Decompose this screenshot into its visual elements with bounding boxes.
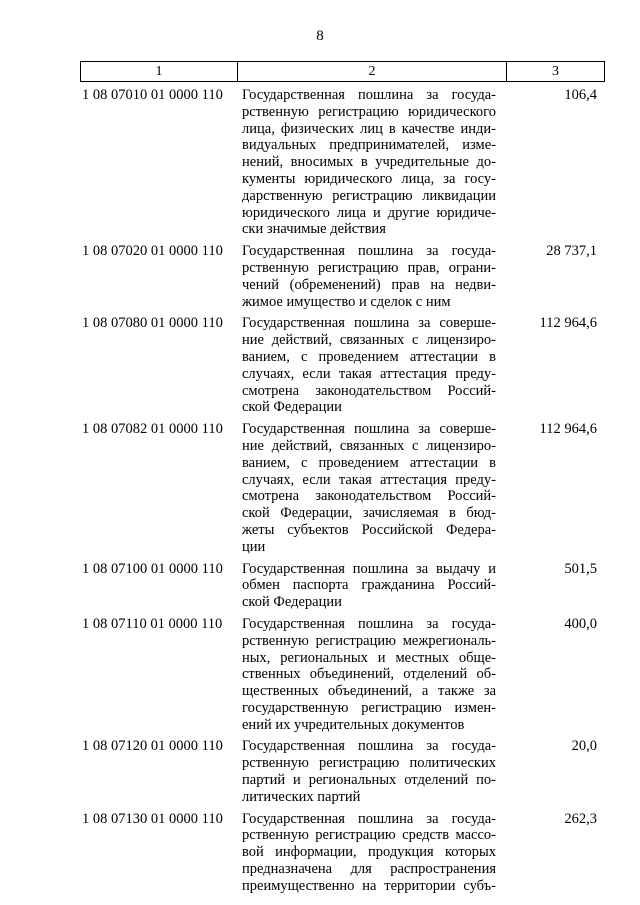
amount: 20,0 <box>571 738 597 755</box>
name-line: ской Федерации, зачисляемая в бюд- <box>242 505 496 522</box>
budget-rows <box>80 87 602 900</box>
amount: 262,3 <box>564 810 597 827</box>
income-name <box>236 87 504 238</box>
name-line: видуальных предпринимателей, изме- <box>242 137 496 154</box>
amount: 400,0 <box>564 615 597 632</box>
name-line: жеты субъектов Российской Федера- <box>242 521 496 538</box>
name-line: рственную регистрацию юридического <box>242 103 496 120</box>
name-line: ски значимые действия <box>242 221 386 238</box>
name-line: ственных объединений, отделений об- <box>242 666 496 683</box>
name-line: литических партий <box>242 788 361 805</box>
name-line: Государственная пошлина за госуда- <box>242 243 496 260</box>
name-line: ванием, с проведением аттестации в <box>242 454 496 471</box>
name-line: вой информации, продукция которых <box>242 844 496 861</box>
name-line: рственную регистрацию прав, ограни- <box>242 259 496 276</box>
name-line: ние действий, связанных с лицензиро- <box>242 332 496 349</box>
income-name <box>236 243 504 310</box>
budget-code: 1 08 07020 01 0000 110 <box>82 243 223 260</box>
name-line: ской Федерации <box>242 594 342 611</box>
table-row <box>80 315 602 416</box>
budget-code: 1 08 07130 01 0000 110 <box>82 810 223 827</box>
name-line: жимое имущество и сделок с ним <box>242 293 451 310</box>
name-line: Государственная пошлина за госуда- <box>242 738 496 755</box>
table-row <box>80 421 602 555</box>
table-row <box>80 738 602 805</box>
name-line: ции <box>242 538 266 555</box>
name-line: щественных объединений, а также за <box>242 683 496 700</box>
name-line: ванием, с проведением аттестации в <box>242 348 496 365</box>
name-line: Государственная пошлина за госуда- <box>242 615 496 632</box>
name-line: смотрена законодательством Россий- <box>242 382 496 399</box>
name-line: ений их учредительных документов <box>242 716 465 733</box>
table-row <box>80 561 602 611</box>
name-line: рственную регистрацию средств массо- <box>242 827 496 844</box>
name-line: Государственная пошлина за госуда- <box>242 810 496 827</box>
amount: 112 964,6 <box>539 421 597 438</box>
name-line: лица, физических лиц в качестве инди- <box>242 120 496 137</box>
amount: 28 737,1 <box>546 243 597 260</box>
budget-code: 1 08 07120 01 0000 110 <box>82 738 223 755</box>
amount: 112 964,6 <box>539 315 597 332</box>
name-line: нений, вносимых в учредительные до- <box>242 154 496 171</box>
column-header-row <box>81 62 605 82</box>
name-line: преимущественно на территории субъ- <box>242 877 496 894</box>
name-line: предназначена для распространения <box>242 861 496 878</box>
table-row <box>80 616 602 734</box>
name-line: Государственная пошлина за соверше- <box>242 315 496 332</box>
name-line: партий и региональных отделений по- <box>242 772 496 789</box>
budget-code: 1 08 07080 01 0000 110 <box>82 315 223 332</box>
name-line: ской Федерации <box>242 399 342 416</box>
table-row <box>80 87 602 238</box>
budget-code: 1 08 07100 01 0000 110 <box>82 560 223 577</box>
name-line: дарственную регистрацию ликвидации <box>242 187 496 204</box>
name-line: юридического лица и другие юридиче- <box>242 204 496 221</box>
table-row <box>80 243 602 310</box>
name-line: Государственная пошлина за госуда- <box>242 87 496 103</box>
name-line: обмен паспорта гражданина Россий- <box>242 577 496 594</box>
income-name <box>236 616 504 734</box>
budget-code: 1 08 07010 01 0000 110 <box>82 87 223 103</box>
name-line: смотрена законодательством Россий- <box>242 488 496 505</box>
income-name <box>236 811 504 895</box>
name-line: случаях, если такая аттестация преду- <box>242 365 496 382</box>
income-name <box>236 561 504 611</box>
name-line: рственную регистрацию межрегиональ- <box>242 632 496 649</box>
column-header-2: 2 <box>238 62 507 82</box>
name-line: чений (обременений) прав на недви- <box>242 276 496 293</box>
name-line: кументы юридического лица, за госу- <box>242 170 496 187</box>
column-header-1: 1 <box>81 62 238 82</box>
column-header-table <box>80 61 605 82</box>
income-name <box>236 738 504 805</box>
name-line: ние действий, связанных с лицензиро- <box>242 437 496 454</box>
name-line: Государственная пошлина за соверше- <box>242 421 496 438</box>
amount: 106,4 <box>564 87 597 103</box>
name-line: ных, региональных и местных обще- <box>242 649 496 666</box>
name-line: рственную регистрацию политических <box>242 755 496 772</box>
name-line: Государственная пошлина за выдачу и <box>242 560 496 577</box>
name-line: случаях, если такая аттестация преду- <box>242 471 496 488</box>
budget-code: 1 08 07110 01 0000 110 <box>82 615 223 632</box>
page-number: 8 <box>316 28 324 44</box>
income-name <box>236 421 504 555</box>
table-row <box>80 811 602 895</box>
column-header-3: 3 <box>507 62 605 82</box>
name-line: государственную регистрацию измен- <box>242 699 496 716</box>
amount: 501,5 <box>564 560 597 577</box>
budget-code: 1 08 07082 01 0000 110 <box>82 421 223 438</box>
income-name <box>236 315 504 416</box>
